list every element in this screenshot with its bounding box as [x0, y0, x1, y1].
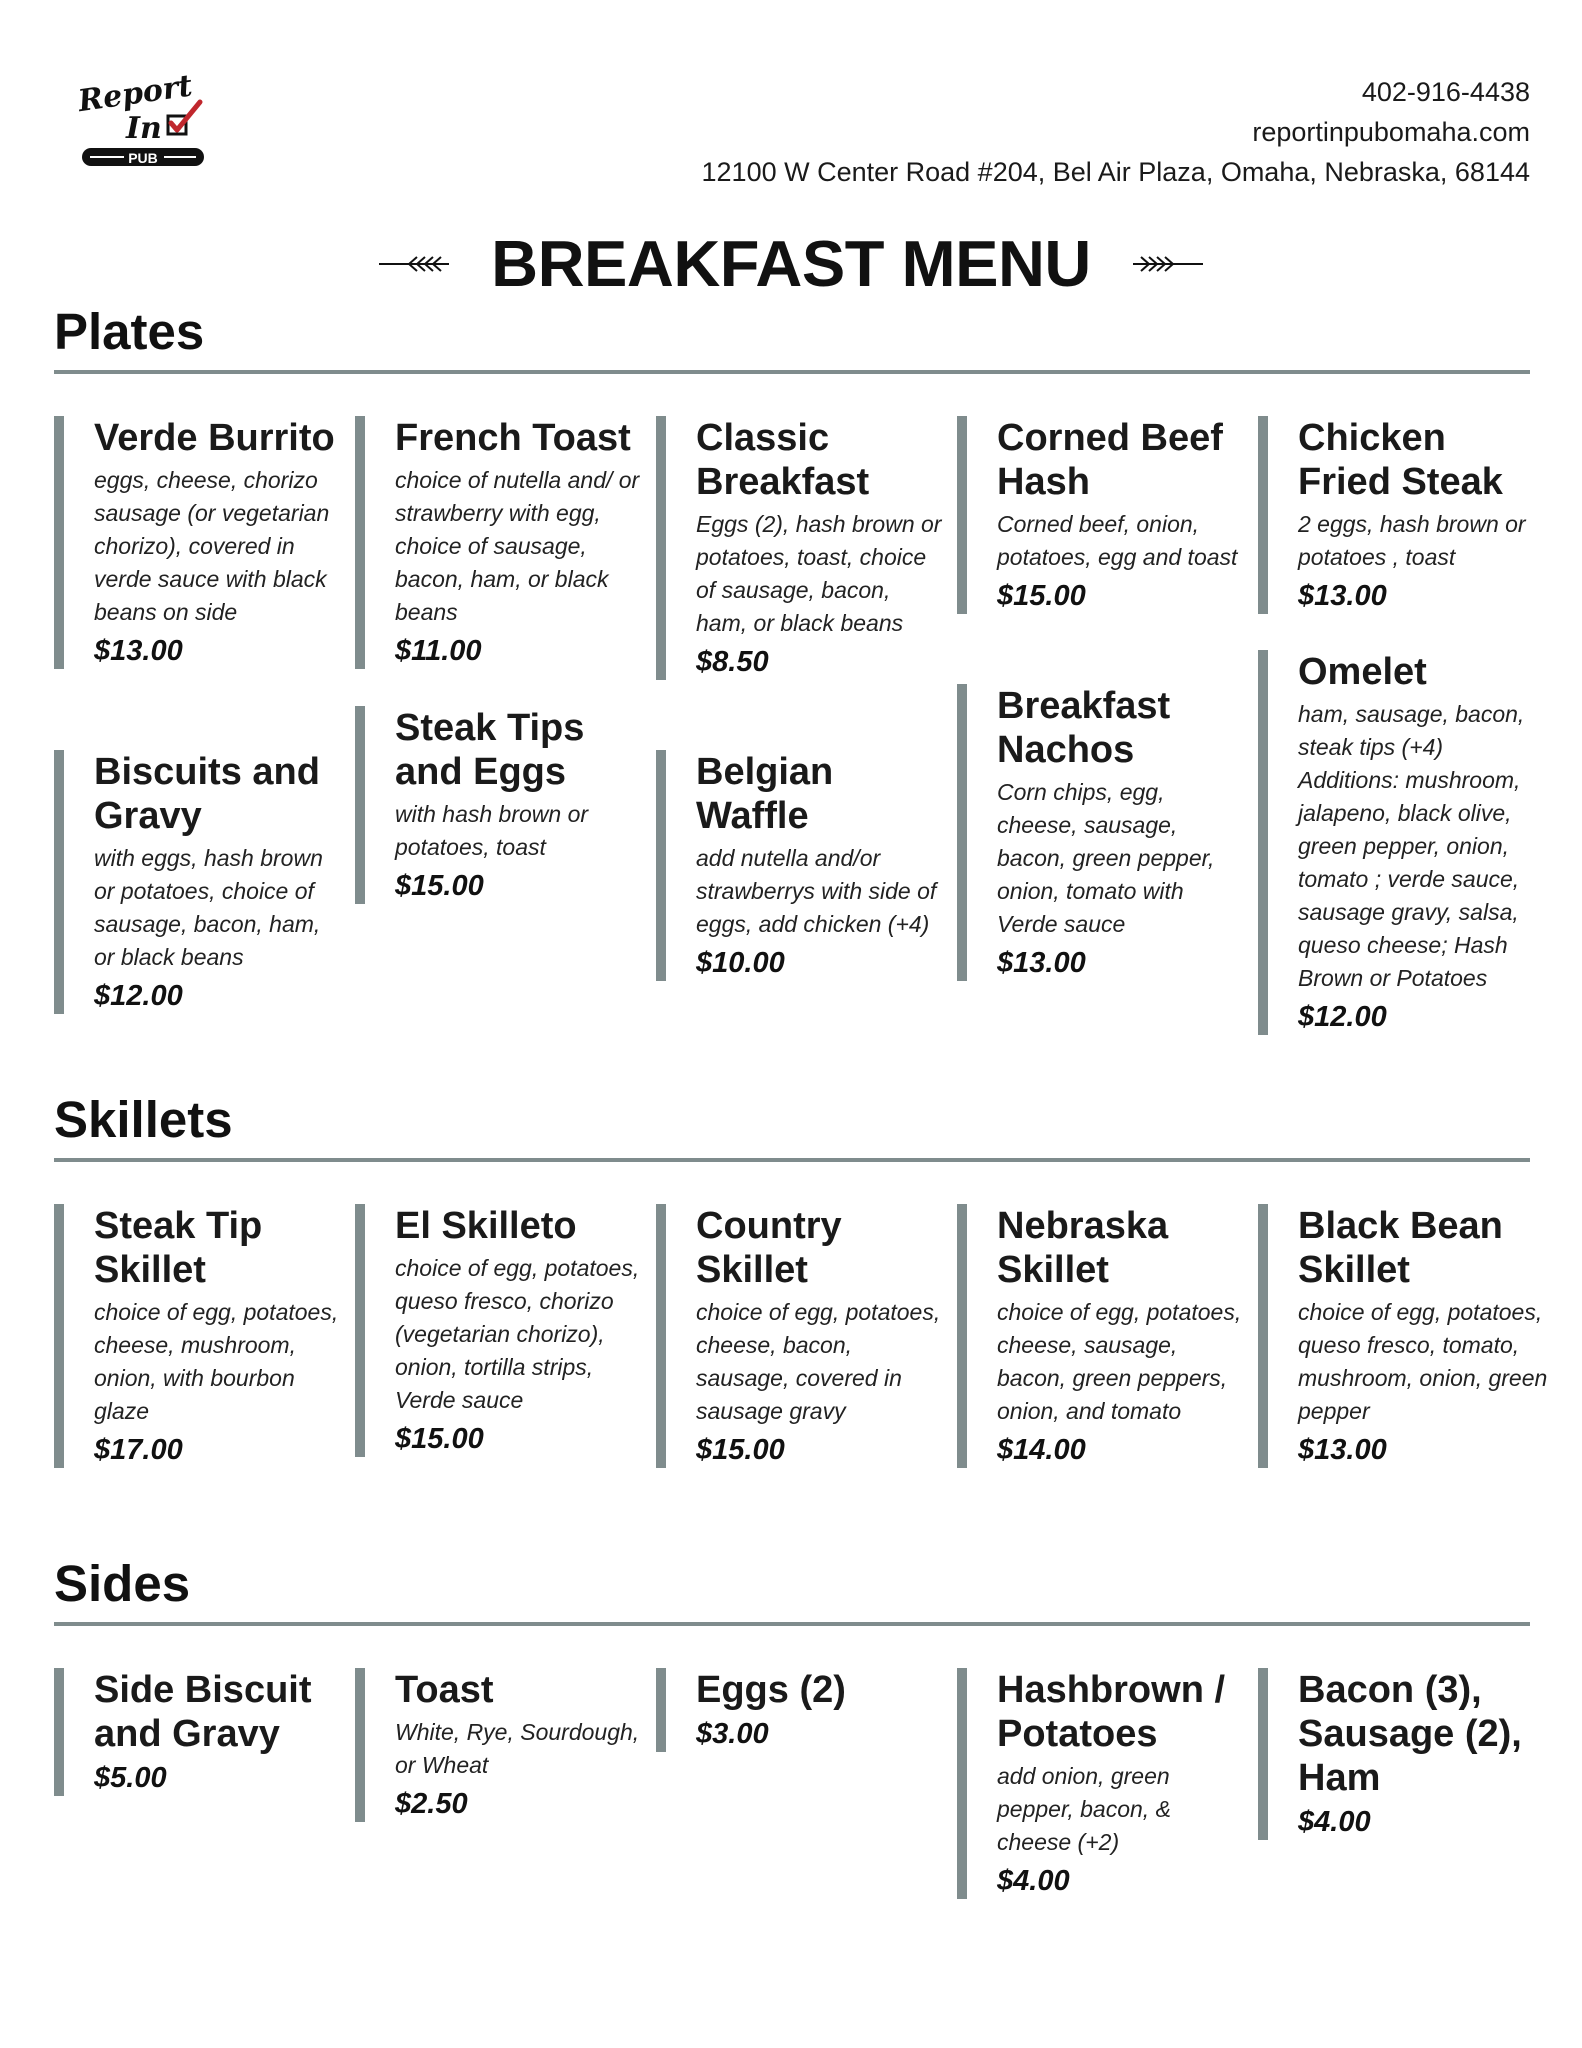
- item-description: with hash brown or potatoes, toast: [395, 801, 589, 860]
- item-price: $5.00: [94, 1762, 167, 1794]
- phone-number: 402-916-4438: [1361, 77, 1530, 107]
- item-price: $15.00: [696, 1434, 785, 1466]
- item-price: $4.00: [1298, 1806, 1371, 1838]
- item-name: Belgian Waffle: [696, 751, 834, 837]
- item-price: $10.00: [696, 947, 785, 979]
- item-name: Country Skillet: [696, 1205, 842, 1291]
- item-price: $3.00: [696, 1718, 769, 1750]
- item-name: Toast: [395, 1669, 494, 1711]
- item-description: choice of egg, potatoes, cheese, bacon, sausage, covered in sausage gravy: [696, 1299, 941, 1424]
- item-price: $12.00: [94, 980, 183, 1012]
- menu-item-toast: [355, 1668, 645, 1822]
- report-in-pub-logo-icon: [76, 66, 216, 176]
- item-description: choice of nutella and/ or strawberry with egg, choice of sausage, bacon, ham, or black beans: [395, 467, 640, 625]
- section-heading: Sides: [54, 1555, 191, 1612]
- menu-item-nebraska-skillet: [957, 1204, 1247, 1468]
- item-name: Steak Tips and Eggs: [395, 707, 585, 793]
- address: 12100 W Center Road #204, Bel Air Plaza, Omaha, Nebraska, 68144: [701, 157, 1530, 187]
- menu-item-french-toast: [355, 416, 645, 669]
- logo-badge-pub: PUB: [128, 150, 158, 166]
- item-description: ham, sausage, bacon, steak tips (+4) Additions: mushroom, jalapeno, black olive, green pepper, onion, tomato ; verde sauce, sausage gravy, salsa, queso cheese; Hash Brown or Potatoes: [1298, 701, 1525, 991]
- item-name: Omelet: [1298, 651, 1427, 693]
- item-price: $15.00: [395, 870, 484, 902]
- item-description: add onion, green pepper, bacon, & cheese (+2): [997, 1763, 1171, 1855]
- item-price: $13.00: [1298, 580, 1387, 612]
- menu-item-country-skillet: [656, 1204, 946, 1468]
- item-description: choice of egg, potatoes, cheese, sausage, bacon, green peppers, onion, and tomato: [997, 1299, 1242, 1424]
- menu-item-hashbrown-potatoes: [957, 1668, 1247, 1899]
- section-heading: Plates: [54, 303, 205, 360]
- item-description: Corn chips, egg, cheese, sausage, bacon, green pepper, onion, tomato with Verde sauce: [997, 779, 1215, 937]
- menu-item-bacon-sausage-ham: [1258, 1668, 1548, 1840]
- item-name: Biscuits and Gravy: [94, 751, 320, 837]
- menu-item-side-biscuit-and-gravy: [54, 1668, 344, 1796]
- menu-item-breakfast-nachos: [957, 684, 1247, 981]
- menu-item-el-skilleto: [355, 1204, 645, 1457]
- item-name: Eggs (2): [696, 1669, 846, 1711]
- item-description: add nutella and/or strawberrys with side of eggs, add chicken (+4): [696, 845, 937, 937]
- item-name: Hashbrown / Potatoes: [997, 1669, 1226, 1755]
- item-name: Bacon (3), Sausage (2), Ham: [1298, 1669, 1522, 1799]
- item-description: choice of egg, potatoes, queso fresco, tomato, mushroom, onion, green pepper: [1298, 1299, 1548, 1424]
- section-sides-header: [54, 1554, 1530, 1626]
- menu-item-biscuits-and-gravy: [54, 750, 344, 1014]
- item-name: Chicken Fried Steak: [1298, 417, 1503, 503]
- item-price: $13.00: [1298, 1434, 1387, 1466]
- item-price: $13.00: [997, 947, 1086, 979]
- menu-item-corned-beef-hash: [957, 416, 1247, 614]
- item-name: Black Bean Skillet: [1298, 1205, 1503, 1291]
- menu-item-classic-breakfast: [656, 416, 946, 680]
- menu-item-chicken-fried-steak: [1258, 416, 1548, 614]
- item-name: Nebraska Skillet: [997, 1205, 1169, 1291]
- contact-info: [702, 72, 1530, 192]
- item-price: $11.00: [395, 635, 482, 667]
- section-heading: Skillets: [54, 1091, 233, 1148]
- item-price: $2.50: [395, 1788, 468, 1820]
- item-description: choice of egg, potatoes, cheese, mushroom, onion, with bourbon glaze: [94, 1299, 339, 1424]
- logo-text-in: In: [126, 111, 162, 146]
- item-name: Corned Beef Hash: [997, 417, 1223, 503]
- wheat-left-icon: [379, 254, 455, 274]
- item-description: 2 eggs, hash brown or potatoes , toast: [1298, 511, 1526, 570]
- section-plates-header: [54, 302, 1530, 374]
- pub-logo: [76, 66, 216, 176]
- menu-title-row: [0, 228, 1582, 300]
- menu-item-omelet: [1258, 650, 1548, 1035]
- item-price: $15.00: [997, 580, 1086, 612]
- item-name: Classic Breakfast: [696, 417, 870, 503]
- logo-text-report: Report: [76, 68, 195, 120]
- item-price: $8.50: [696, 646, 769, 678]
- section-skillets-header: [54, 1090, 1530, 1162]
- item-price: $14.00: [997, 1434, 1086, 1466]
- item-price: $13.00: [94, 635, 183, 667]
- item-name: French Toast: [395, 417, 631, 459]
- website-link[interactable]: reportinpubomaha.com: [1252, 117, 1530, 147]
- menu-item-black-bean-skillet: [1258, 1204, 1548, 1468]
- menu-item-verde-burrito: [54, 416, 344, 669]
- item-price: $17.00: [94, 1434, 183, 1466]
- item-description: eggs, cheese, chorizo sausage (or vegetarian chorizo), covered in verde sauce with black beans on side: [94, 467, 330, 625]
- menu-item-belgian-waffle: [656, 750, 946, 981]
- item-description: Corned beef, onion, potatoes, egg and toast: [997, 511, 1238, 570]
- item-description: White, Rye, Sourdough, or Wheat: [395, 1719, 640, 1778]
- item-name: Side Biscuit and Gravy: [94, 1669, 312, 1755]
- item-name: Steak Tip Skillet: [94, 1205, 263, 1291]
- wheat-right-icon: [1127, 254, 1203, 274]
- item-description: with eggs, hash brown or potatoes, choice of sausage, bacon, ham, or black beans: [94, 845, 323, 970]
- item-price: $4.00: [997, 1865, 1070, 1897]
- menu-item-eggs: [656, 1668, 946, 1752]
- item-name: Breakfast Nachos: [997, 685, 1171, 771]
- menu-item-steak-tips-and-eggs: [355, 706, 645, 904]
- item-price: $12.00: [1298, 1001, 1387, 1033]
- menu-item-steak-tip-skillet: [54, 1204, 344, 1468]
- item-price: $15.00: [395, 1423, 484, 1455]
- page-title: BREAKFAST MENU: [491, 227, 1091, 300]
- item-description: Eggs (2), hash brown or potatoes, toast, choice of sausage, bacon, ham, or black beans: [696, 511, 942, 636]
- item-description: choice of egg, potatoes, queso fresco, chorizo (vegetarian chorizo), onion, tortilla strips, Verde sauce: [395, 1255, 640, 1413]
- item-name: El Skilleto: [395, 1205, 577, 1247]
- item-name: Verde Burrito: [94, 417, 335, 459]
